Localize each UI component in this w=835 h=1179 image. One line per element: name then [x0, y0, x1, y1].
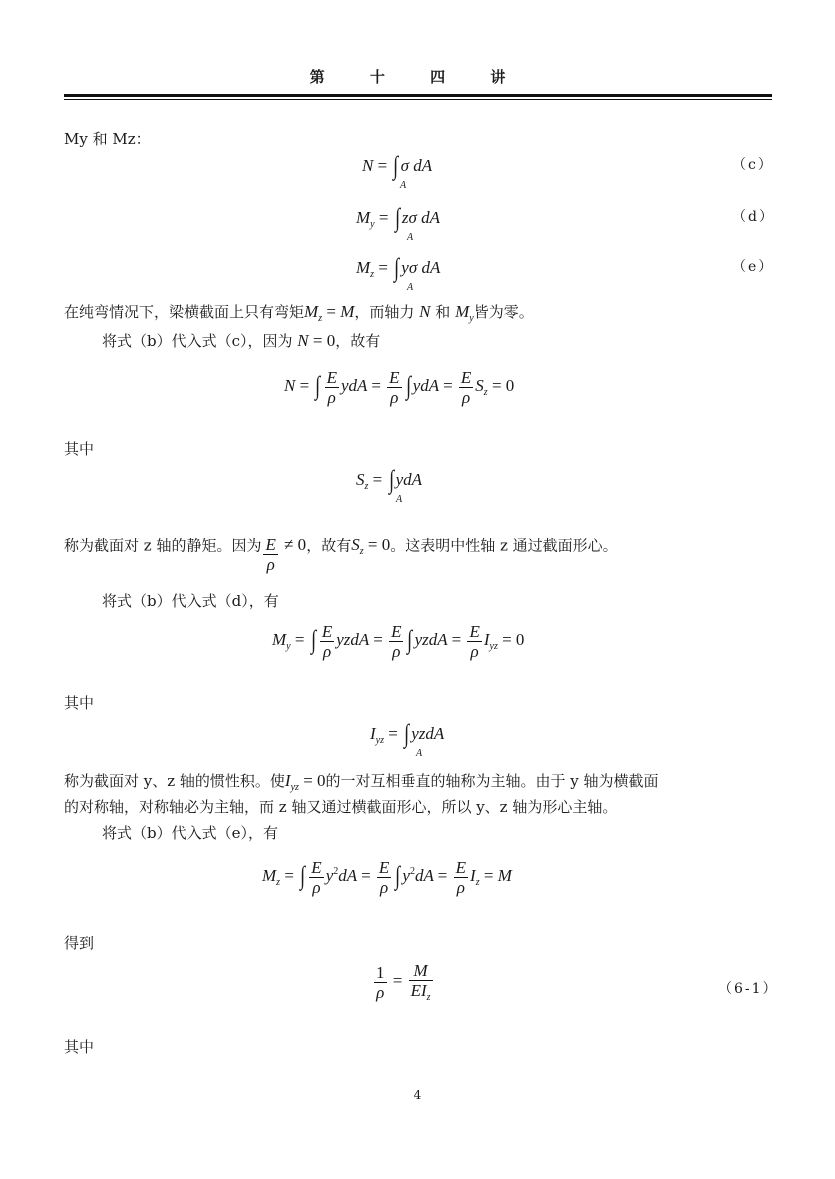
- symmetry-line: 的对称轴，对称轴必为主轴，而 z 轴又通过横截面形心，所以 y、z 轴为形心主轴。: [64, 798, 618, 816]
- substitute-c-line: 将式（b）代入式（c），因为 N = 0，故有: [102, 331, 381, 350]
- where-label-2: 其中: [64, 694, 95, 712]
- equation-6-1-label: （6-1）: [718, 981, 779, 997]
- equation-iyz: $I_{yz}$ = ∫ yzdA A: [370, 719, 445, 759]
- static-moment-line: 称为截面对 z 轴的静矩。因为 $\frac{E}{\rho}$ ≠ 0，故有$S_z = 0$。这表明中性轴 z 通过截面形心。: [64, 535, 618, 574]
- equation-6-1: $\frac{1}{\rho}$ = $\frac{M}{EI_z}$: [376, 961, 431, 1003]
- obtain-label: 得到: [64, 934, 95, 952]
- equation-sz: $S_z$ = ∫ ydA A: [356, 465, 423, 505]
- header-rule-thick: [64, 94, 772, 97]
- equation-e: $M_z$ = ∫ yσ dA A: [356, 253, 441, 293]
- equation-my-zero: $M_y$ = ∫ $\frac{E}{\rho}$ yzdA = $\frac{E}{\rho}$ ∫ yzdA = $\frac{E}{\rho}$ $I_{yz} = 0$: [272, 621, 525, 661]
- product-inertia-line: 称为截面对 y、z 轴的惯性积。使$I_{yz} = 0$的一对互相垂直的轴称为主轴。由于 y 轴为横截面: [64, 771, 659, 793]
- equation-c-label: （c）: [732, 157, 774, 173]
- where-label-1: 其中: [64, 440, 95, 458]
- page-header-title: 第 十 四 讲: [309, 68, 526, 86]
- equation-c: N = ∫ σ dA A: [362, 151, 433, 191]
- header-rule-thin: [64, 99, 772, 100]
- where-label-3: 其中: [64, 1038, 95, 1056]
- equation-d: $M_y$ = ∫ zσ dA A: [356, 203, 440, 243]
- equation-n-zero: N = ∫ $\frac{E}{\rho}$ ydA = $\frac{E}{\rho}$ ∫ ydA = $\frac{E}{\rho}$ $S_z = 0$: [284, 367, 515, 407]
- substitute-d-line: 将式（b）代入式（d），有: [102, 592, 279, 610]
- equation-e-label: （e）: [732, 259, 775, 275]
- equation-d-label: （d）: [732, 209, 775, 225]
- pure-bending-line: 在纯弯情况下，梁横截面上只有弯矩$M_z = M$，而轴力 N 和 $M_y$皆为零。: [64, 302, 534, 324]
- equation-mz-m: $M_z$ = ∫ $\frac{E}{\rho}$ $y^2dA$ = $\frac{E}{\rho}$ ∫ $y^2dA$ = $\frac{E}{\rho}$ $I_z = M$: [262, 857, 512, 897]
- intro-line: My 和 Mz：: [64, 130, 151, 148]
- page-number: 4: [413, 1088, 422, 1102]
- substitute-e-line: 将式（b）代入式（e），有: [102, 824, 278, 842]
